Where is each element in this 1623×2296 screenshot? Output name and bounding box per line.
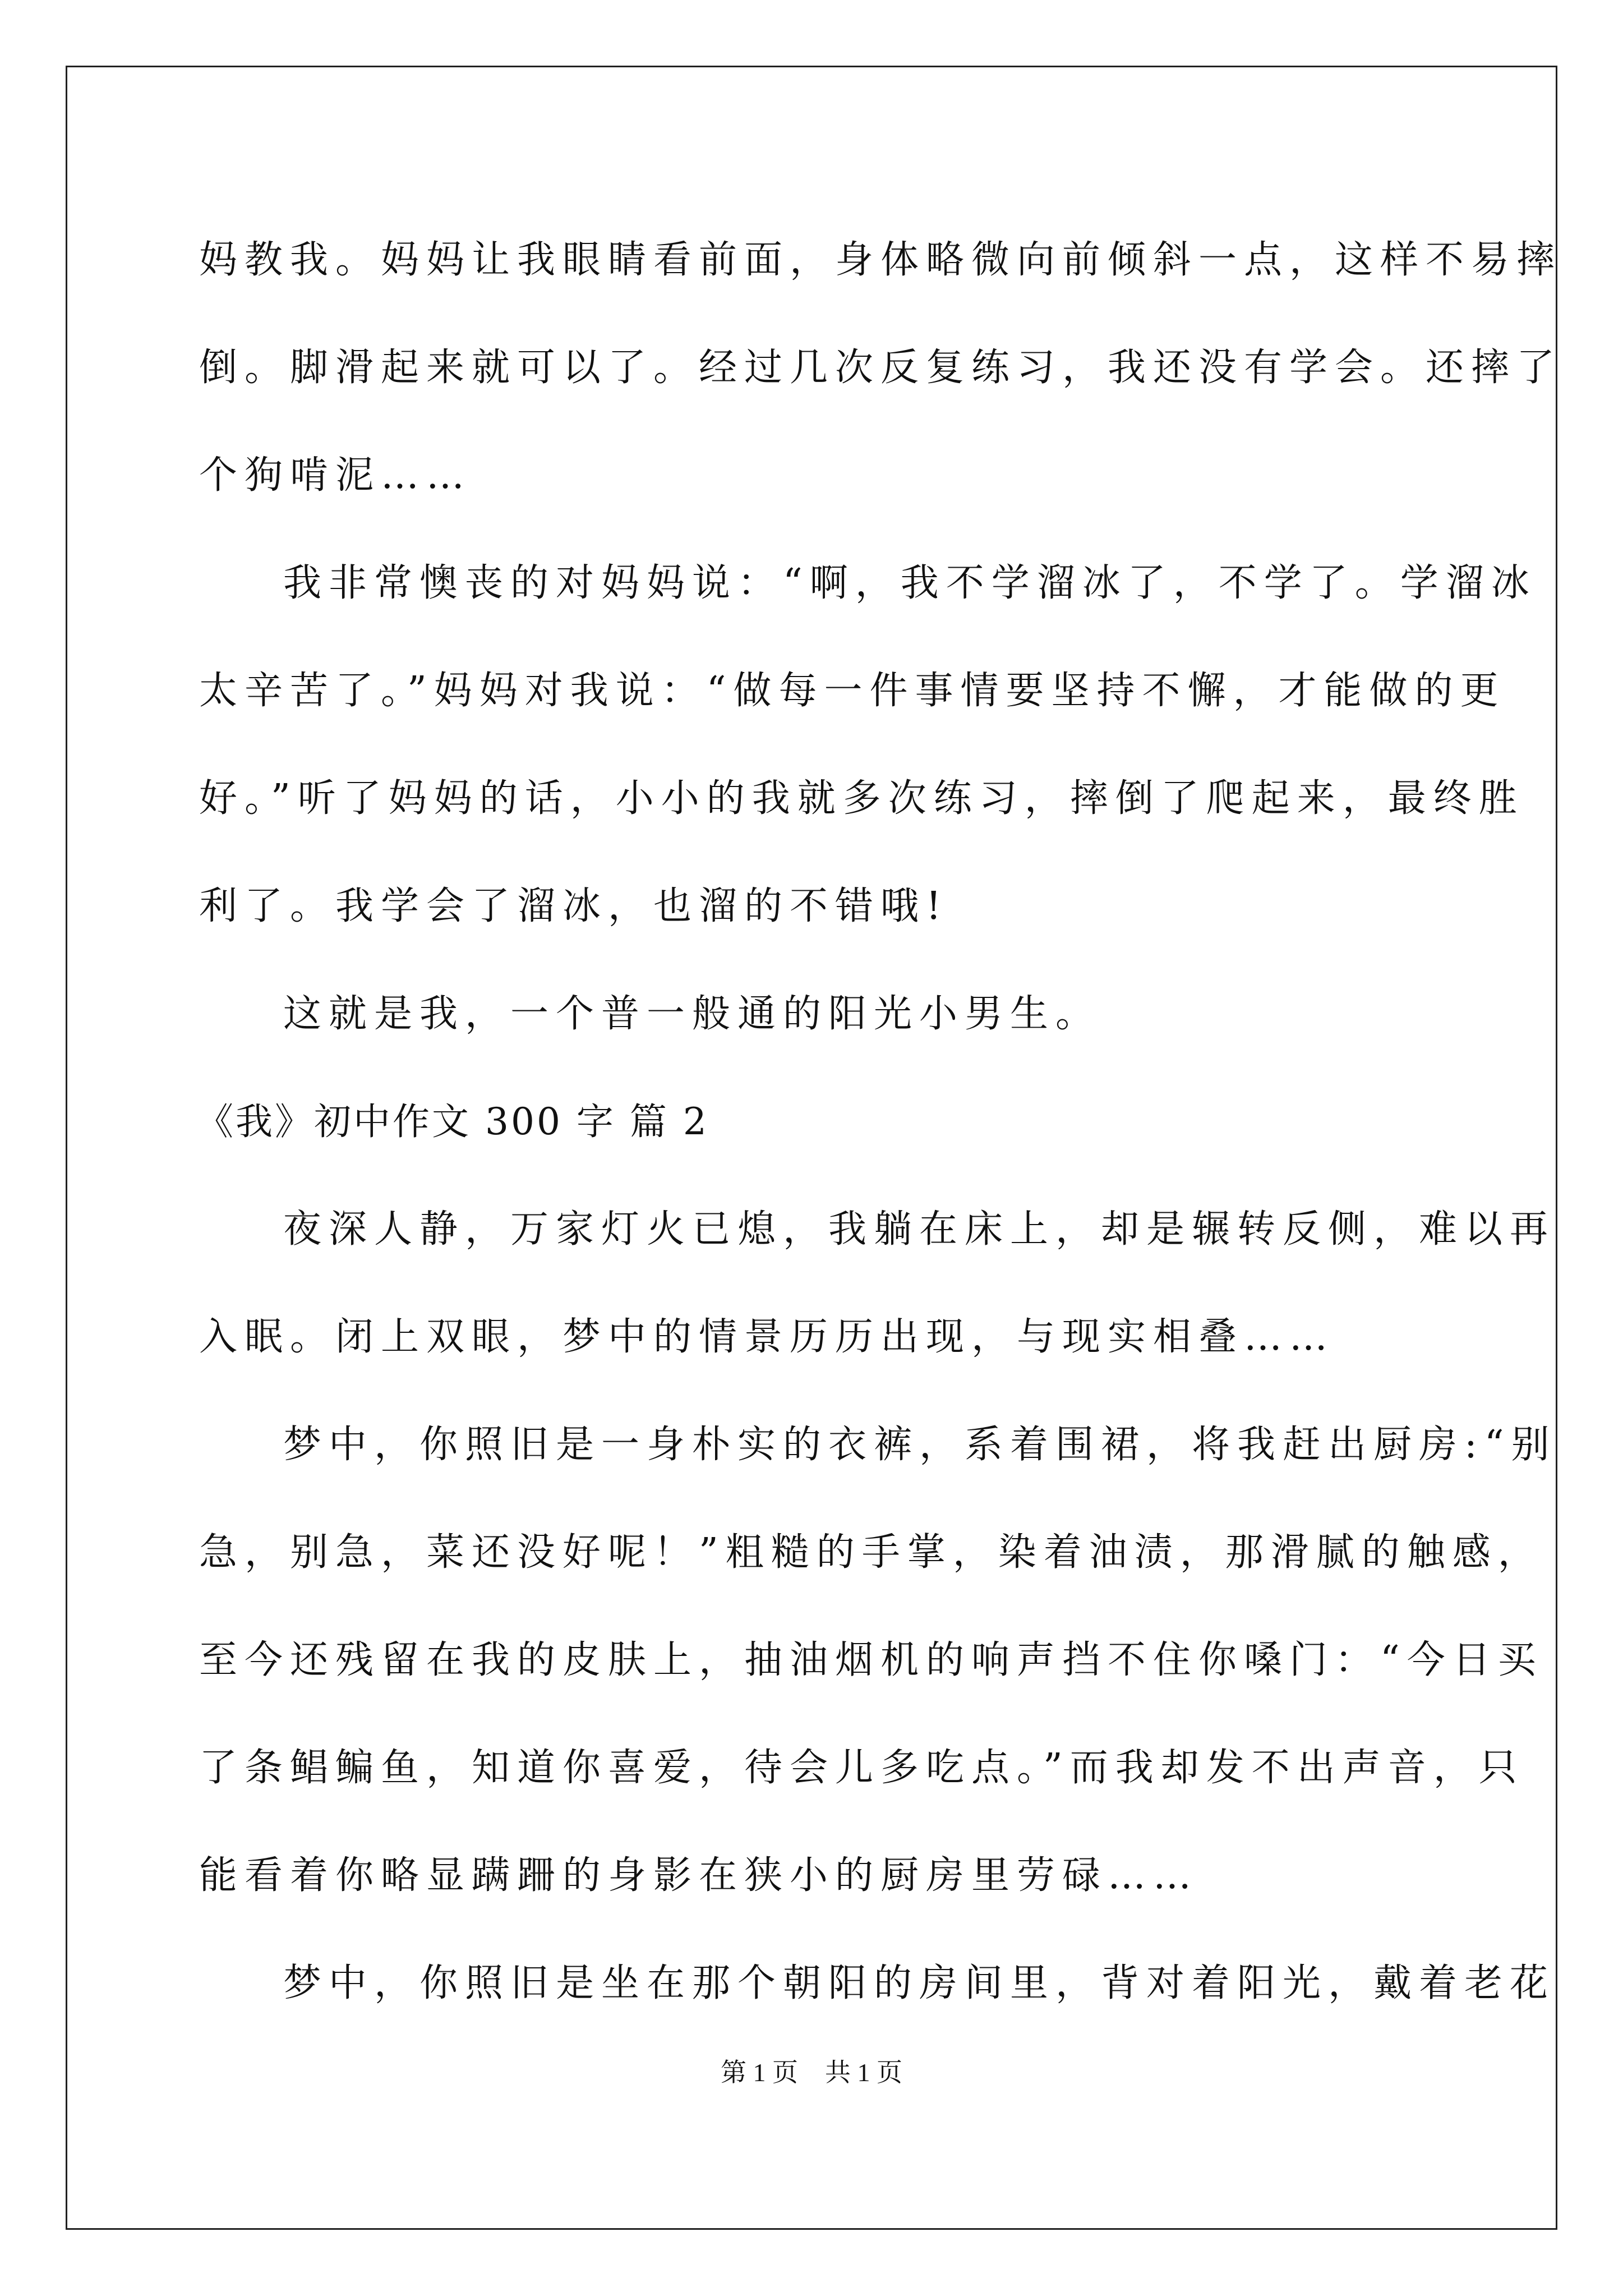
paragraph-line: 这就是我，一个普一般通的阳光小男生。 xyxy=(283,992,1101,1036)
paragraph-line: 至今还残留在我的皮肤上，抽油烟机的响声挡不住你嗓门：“今日买 xyxy=(199,1638,1543,1682)
paragraph-line: 妈教我。妈妈让我眼睛看前面，身体略微向前倾斜一点，这样不易摔 xyxy=(199,238,1562,282)
paragraph-line: 梦中，你照旧是坐在那个朝阳的房间里，背对着阳光，戴着老花 xyxy=(283,1961,1556,2005)
paragraph-line: 利了。我学会了溜冰，也溜的不错哦! xyxy=(199,884,949,928)
document-body xyxy=(196,206,1562,2037)
section-heading: 《我》初中作文 300 字 篇 2 xyxy=(196,1100,709,1143)
paragraph-line: 入眠。闭上双眼，梦中的情景历历出现，与现实相叠…… xyxy=(199,1315,1335,1359)
paragraph-line: 夜深人静，万家灯火已熄，我躺在床上，却是辗转反侧，难以再 xyxy=(283,1207,1556,1251)
paragraph-line: 太辛苦了。”妈妈对我说：“做每一件事情要坚持不懈，才能做的更 xyxy=(199,669,1506,713)
paragraph-line: 能看着你略显蹒跚的身影在狭小的厨房里劳碌…… xyxy=(199,1853,1199,1898)
page-total: 共 1 页 xyxy=(825,2058,902,2087)
paragraph-line: 我非常懊丧的对妈妈说：“啊，我不学溜冰了，不学了。学溜冰 xyxy=(283,561,1537,605)
page-number: 第 1 页 xyxy=(721,2058,798,2087)
paragraph-line: 个狗啃泥…… xyxy=(199,453,472,498)
page-footer xyxy=(0,2056,1623,2090)
paragraph-line: 好。”听了妈妈的话，小小的我就多次练习，摔倒了爬起来，最终胜 xyxy=(199,776,1524,821)
paragraph-line: 倒。脚滑起来就可以了。经过几次反复练习，我还没有学会。还摔了 xyxy=(199,346,1562,390)
paragraph-line: 急，别急，菜还没好呢！”粗糙的手掌，染着油渍，那滑腻的触感， xyxy=(199,1530,1543,1575)
paragraph-line: 了条鲳鳊鱼，知道你喜爱，待会儿多吃点。”而我却发不出声音，只 xyxy=(199,1746,1524,1790)
paragraph-line: 梦中，你照旧是一身朴实的衣裤，系着围裙，将我赶出厨房:“别 xyxy=(283,1423,1557,1467)
